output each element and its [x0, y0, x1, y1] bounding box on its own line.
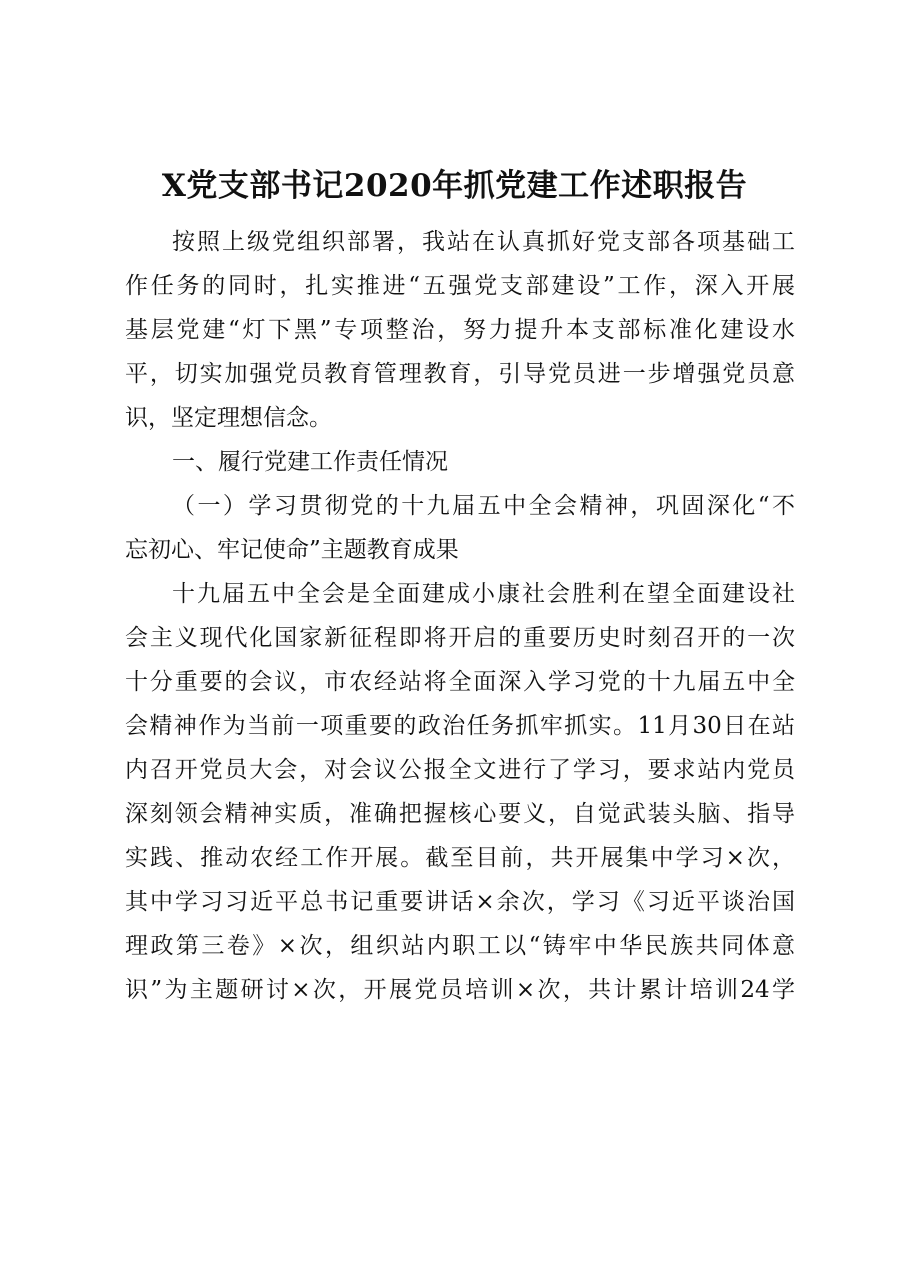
paragraph-line: 基层党建“灯下黑”专项整治，努力提升本支部标准化建设水 [125, 317, 795, 343]
paragraph-line: 十九届五中全会是全面建成小康社会胜利在望全面建设社 [172, 581, 795, 607]
paragraph-line: 按照上级党组织部署，我站在认真抓好党支部各项基础工 [172, 229, 795, 255]
paragraph-line: 理政第三卷》×次，组织站内职工以“铸牢中华民族共同体意 [125, 933, 795, 959]
document-title: X党支部书记2020年抓党建工作述职报告 [161, 168, 748, 204]
paragraph-line: 平，切实加强党员教育管理教育，引导党员进一步增强党员意 [125, 361, 795, 387]
subsection-heading: （一）学习贯彻党的十九届五中全会精神，巩固深化“不 [172, 493, 795, 519]
paragraph-line: 深刻领会精神实质，准确把握核心要义，自觉武装头脑、指导 [125, 801, 795, 827]
paragraph-line: 实践、推动农经工作开展。截至目前，共开展集中学习×次， [125, 845, 795, 871]
paragraph-line: 作任务的同时，扎实推进“五强党支部建设”工作，深入开展 [125, 273, 795, 299]
paragraph-line: 会主义现代化国家新征程即将开启的重要历史时刻召开的一次 [125, 625, 795, 651]
paragraph-line: 会精神作为当前一项重要的政治任务抓牢抓实。11月30日在站 [125, 713, 795, 739]
paragraph-line: 十分重要的会议，市农经站将全面深入学习党的十九届五中全 [125, 669, 795, 695]
subsection-heading-continuation: 忘初心、牢记使命”主题教育成果 [125, 537, 459, 563]
paragraph-line: 识”为主题研讨×次，开展党员培训×次，共计累计培训24学 [125, 977, 795, 1003]
paragraph-line: 内召开党员大会，对会议公报全文进行了学习，要求站内党员 [125, 757, 795, 783]
paragraph-line: 识，坚定理想信念。 [125, 405, 332, 431]
paragraph-line: 其中学习习近平总书记重要讲话×余次，学习《习近平谈治国 [125, 889, 795, 915]
section-heading: 一、履行党建工作责任情况 [172, 449, 448, 475]
